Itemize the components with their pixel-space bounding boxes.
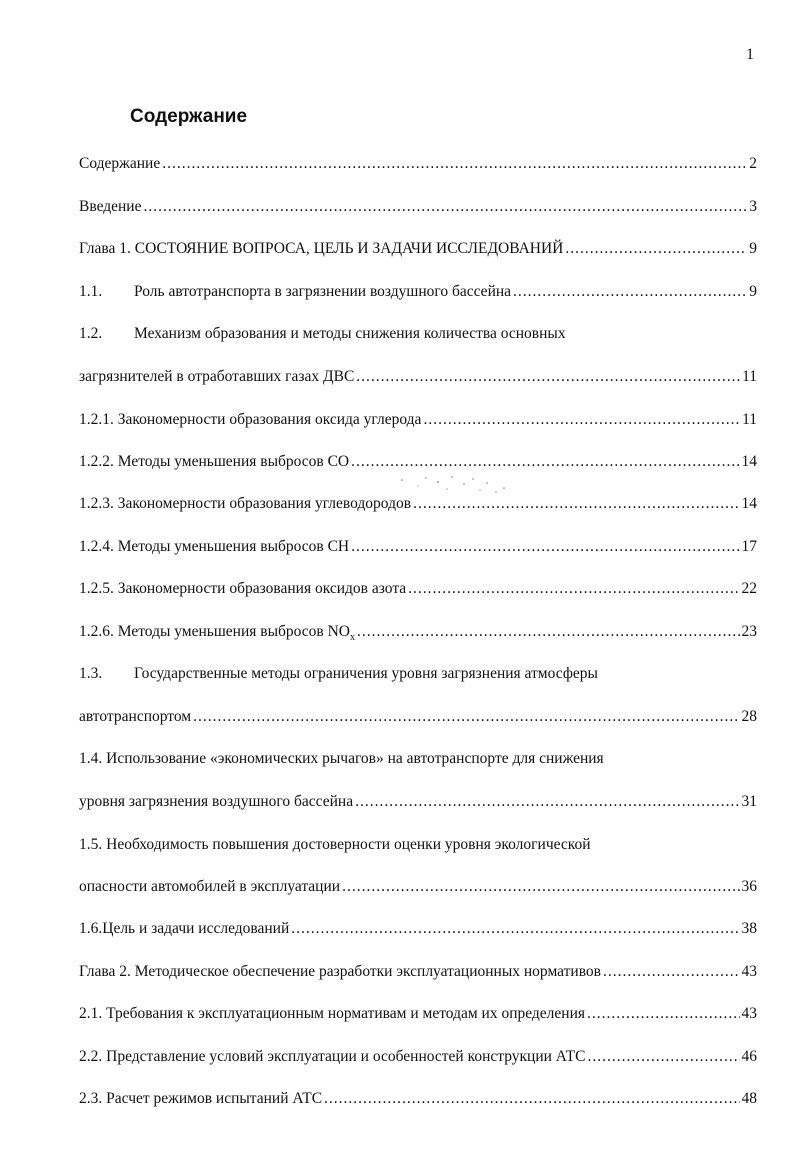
toc-entry	[79, 920, 757, 942]
toc-entry-text: 1.5. Необходимость повышения достоверности оценки уровня экологической	[79, 836, 591, 853]
toc-entry-page: 31	[741, 793, 757, 810]
toc-entry	[79, 963, 757, 985]
toc-entry-text: Глава 1. СОСТОЯНИЕ ВОПРОСА, ЦЕЛЬ И ЗАДАЧИ ИССЛЕДОВАНИЙ	[79, 240, 564, 257]
toc-dot-leader	[143, 198, 747, 216]
toc-dot-leader	[355, 793, 739, 811]
toc-entry	[79, 836, 757, 858]
toc-entry-text: Содержание	[79, 155, 161, 172]
toc-entry-page: 14	[741, 495, 757, 512]
toc-entry-page: 48	[741, 1090, 757, 1107]
toc-entry-text: Введение	[79, 198, 142, 215]
toc-entry	[79, 708, 757, 730]
toc-dot-leader	[513, 283, 747, 301]
toc-entry	[79, 240, 757, 262]
toc-entry-text: 1.2.3. Закономерности образования углеводородов	[79, 495, 412, 512]
toc-entry-text: 2.1. Требования к эксплуатационным нормативам и методам их определения	[79, 1005, 586, 1022]
toc-entry-text: 1.2.4. Методы уменьшения выбросов СН	[79, 538, 350, 555]
toc-entry	[79, 623, 757, 645]
toc-entry-text: 1.2.1. Закономерности образования оксида углерода	[79, 411, 422, 428]
toc-entry-page: 14	[741, 453, 757, 470]
toc-entry-number: 1.2.	[79, 325, 103, 342]
toc-entry-page: 9	[749, 240, 757, 257]
toc-dot-leader	[356, 368, 740, 386]
toc-entry	[79, 665, 757, 687]
toc-entry-text: Механизм образования и методы снижения количества основных	[134, 325, 566, 342]
toc-dot-leader	[423, 411, 740, 429]
toc-dot-leader	[565, 240, 747, 258]
toc-entry-page: 38	[741, 920, 757, 937]
page-number: 1	[746, 46, 754, 63]
toc-entry-number: 1.3.	[79, 665, 103, 682]
scan-noise	[392, 474, 522, 504]
toc-entry	[79, 453, 757, 475]
toc-entry-text: 2.2. Представление условий эксплуатации и особенностей конструкции АТС	[79, 1048, 586, 1065]
toc-entry	[79, 750, 757, 772]
toc-entry	[79, 155, 757, 177]
toc-dot-leader	[357, 623, 740, 641]
toc-dot-leader	[324, 1090, 739, 1108]
toc-dot-leader	[587, 1048, 739, 1066]
toc-entry	[79, 1005, 757, 1027]
toc-entry	[79, 878, 757, 900]
toc-entry	[79, 283, 757, 305]
toc-entry	[79, 538, 757, 560]
toc-dot-leader	[291, 920, 739, 938]
toc-entry-page: 46	[741, 1048, 757, 1065]
toc-entry-text: автотранспортом	[79, 708, 192, 725]
toc-entry-page: 23	[741, 623, 757, 640]
toc-entry-number: 1.1.	[79, 283, 103, 300]
toc-dot-leader	[408, 580, 739, 598]
toc-entry	[79, 1090, 757, 1112]
toc-entry-page: 22	[741, 580, 757, 597]
toc-entry-text: 1.2.2. Методы уменьшения выбросов СО	[79, 453, 350, 470]
toc-entry-page: 11	[742, 411, 757, 428]
toc-entry-text: 1.6.Цель и задачи исследований	[79, 920, 290, 937]
toc-entry-text: 1.2.5. Закономерности образования оксидов азота	[79, 580, 407, 597]
toc-entry	[79, 580, 757, 602]
toc-dot-leader	[587, 1005, 739, 1023]
toc-entry-text: 1.2.6. Методы уменьшения выбросов $NO_x$	[79, 623, 355, 644]
toc-dot-leader	[193, 708, 739, 726]
toc-entry-text: загрязнителей в отработавших газах ДВС	[79, 368, 355, 385]
toc-entry-page: 43	[741, 963, 757, 980]
toc-entry	[79, 368, 757, 390]
toc-entry-text: 2.3. Расчет режимов испытаний АТС	[79, 1090, 323, 1107]
toc-entry-page: 28	[741, 708, 757, 725]
toc-entry-page: 3	[749, 198, 757, 215]
toc-dot-leader	[351, 453, 739, 471]
toc-entry-page: 17	[741, 538, 757, 555]
toc-entry-text: Государственные методы ограничения уровня загрязнения атмосферы	[134, 665, 598, 682]
toc-dot-leader	[162, 155, 747, 173]
toc-entry	[79, 198, 757, 220]
toc-entry-text: опасности автомобилей в эксплуатации	[79, 878, 341, 895]
toc-entry-page: 43	[741, 1005, 757, 1022]
toc-entry-page: 36	[741, 878, 757, 895]
page-title: Содержание	[130, 106, 248, 127]
toc-dot-leader	[351, 538, 739, 556]
toc-entry-text: уровня загрязнения воздушного бассейна	[79, 793, 354, 810]
toc-entry	[79, 793, 757, 815]
toc-entry	[79, 1048, 757, 1070]
toc-entry-text: 1.4. Использование «экономических рычагов» на автотранспорте для снижения	[79, 750, 604, 767]
toc-entry	[79, 411, 757, 433]
toc-entry	[79, 325, 757, 347]
toc-entry-page: 2	[749, 155, 757, 172]
toc-entry-text: Глава 2. Методическое обеспечение разработки эксплуатационных нормативов	[79, 963, 601, 980]
toc-entry-page: 11	[742, 368, 757, 385]
toc-entry-subscript: x	[349, 632, 355, 644]
toc-dot-leader	[603, 963, 740, 981]
toc-entry-page: 9	[749, 283, 757, 300]
toc-entry-text: Роль автотранспорта в загрязнении воздушного бассейна	[134, 283, 512, 300]
toc-dot-leader	[342, 878, 739, 896]
